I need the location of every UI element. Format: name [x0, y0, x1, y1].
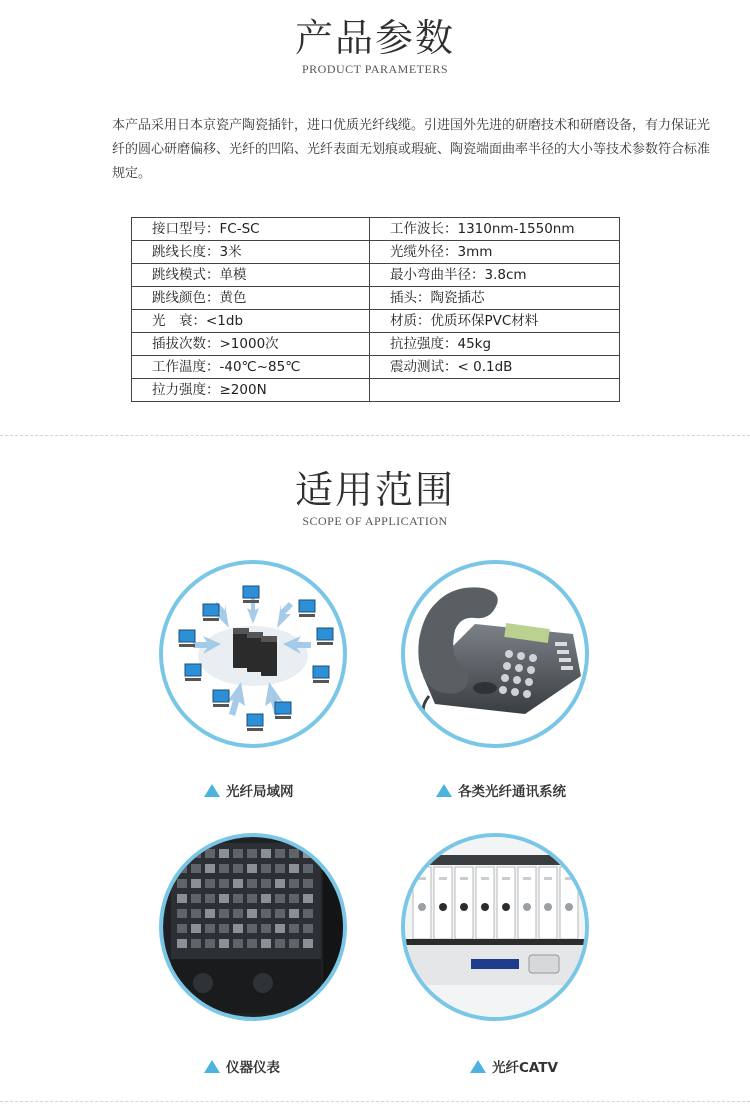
param-cell-right: 材质：优质环保PVC材料	[370, 310, 620, 333]
param-cell-left: 接口型号：FC-SC	[132, 218, 370, 241]
param-cell-left: 跳线长度：3米	[132, 241, 370, 264]
param-cell-right	[370, 379, 620, 402]
table-row	[132, 218, 620, 241]
param-cell-left: 跳线模式：单模	[132, 264, 370, 287]
caption-text: 光纤CATV	[492, 1060, 558, 1076]
product-intro-paragraph: 本产品采用日本京瓷产陶瓷插针，进口优质光纤线缆。引进国外先进的研磨技术和研磨设备，有力保证光纤的圆心研磨偏移、光纤的凹陷、光纤表面无划痕或瑕疵、陶瓷端面曲率半径的大小等技术参数符合标准规定。	[112, 118, 711, 181]
param-cell-left: 插拔次数：>1000次	[132, 333, 370, 356]
caption-text: 光纤局域网	[226, 784, 294, 800]
param-cell-left: 跳线颜色：黄色	[132, 287, 370, 310]
triangle-bullet-icon	[204, 784, 220, 797]
scope-header	[0, 468, 750, 528]
table-row	[132, 241, 620, 264]
telephone-image	[401, 560, 589, 748]
section-title-en: PRODUCT PARAMETERS	[301, 62, 449, 76]
network-diagram-icon	[163, 564, 343, 744]
caption-lan	[204, 780, 294, 800]
param-cell-left: 光 衰：<1db	[132, 310, 370, 333]
section-title-cn: 产品参数	[294, 16, 455, 60]
param-cell-right: 震动测试：< 0.1dB	[370, 356, 620, 379]
caption-catv	[470, 1056, 558, 1076]
table-row	[132, 379, 620, 402]
caption-text: 各类光纤通讯系统	[458, 784, 566, 800]
caption-telecom	[436, 780, 566, 800]
table-row	[132, 264, 620, 287]
param-cell-right: 抗拉强度：45kg	[370, 333, 620, 356]
table-row	[132, 333, 620, 356]
lan-network-image	[159, 560, 347, 748]
caption-text: 仪器仪表	[226, 1060, 280, 1076]
section-divider	[0, 1101, 750, 1102]
instrument-rack-image	[159, 833, 347, 1021]
triangle-bullet-icon	[470, 1060, 486, 1073]
caption-instruments	[204, 1056, 280, 1076]
catv-chassis-icon	[405, 837, 585, 1017]
param-cell-left: 工作温度：-40℃~85℃	[132, 356, 370, 379]
param-cell-right: 工作波长：1310nm-1550nm	[370, 218, 620, 241]
param-cell-right: 最小弯曲半径：3.8cm	[370, 264, 620, 287]
telephone-icon	[405, 564, 585, 744]
section-title-en: SCOPE OF APPLICATION	[302, 514, 448, 528]
product-parameters-header	[0, 16, 750, 76]
section-title-cn: 适用范围	[294, 468, 455, 512]
server-rack-icon	[163, 837, 343, 1017]
parameter-table	[131, 217, 620, 402]
catv-equipment-image	[401, 833, 589, 1021]
table-row	[132, 356, 620, 379]
triangle-bullet-icon	[436, 784, 452, 797]
table-row	[132, 287, 620, 310]
param-cell-right: 插头：陶瓷插芯	[370, 287, 620, 310]
section-divider	[0, 435, 750, 436]
triangle-bullet-icon	[204, 1060, 220, 1073]
table-row	[132, 310, 620, 333]
param-cell-left: 拉力强度：≥200N	[132, 379, 370, 402]
param-cell-right: 光缆外径：3mm	[370, 241, 620, 264]
